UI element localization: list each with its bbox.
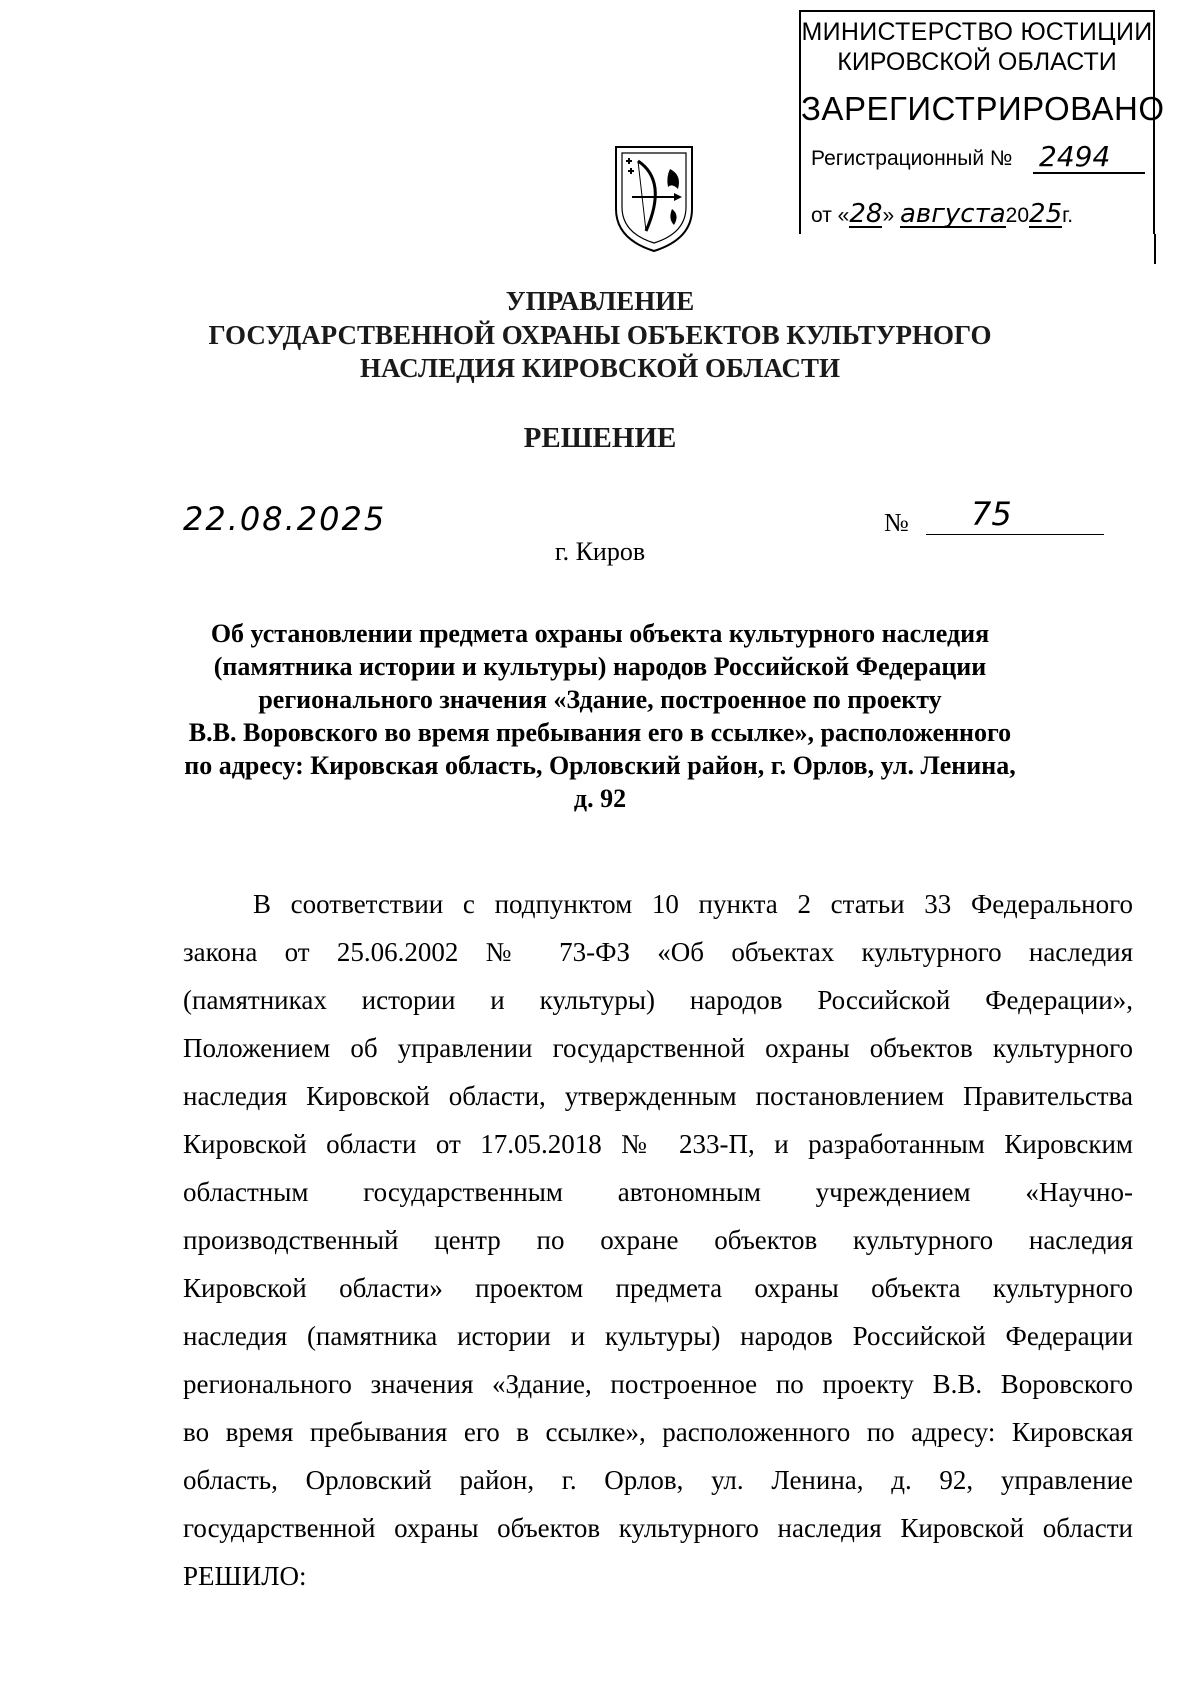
document-body bbox=[183, 880, 1133, 1600]
body-line: во время пребывания его в ссылке», расположенного по адресу: Кировская bbox=[183, 1417, 1133, 1447]
document-title bbox=[150, 617, 1050, 815]
body-line: закона от 25.06.2002 № 73-ФЗ «Об объектах культурного наследия bbox=[183, 937, 1133, 967]
body-line: Положением об управлении государственной охраны объектов культурного bbox=[183, 1033, 1133, 1063]
body-line: наследия Кировской области, утвержденным постановлением Правительства bbox=[183, 1081, 1133, 1111]
body-line: Кировской области от 17.05.2018 № 233-П, и разработанным Кировским bbox=[183, 1129, 1133, 1159]
heading-line-2: ГОСУДАРСТВЕННОЙ ОХРАНЫ ОБЪЕКТОВ КУЛЬТУРНОГО bbox=[208, 320, 992, 350]
title-line: В.В. Воровского во время пребывания его в ссылке», расположенного bbox=[188, 718, 1012, 747]
decision-date: 22.08.2025 bbox=[183, 500, 387, 538]
body-line: регионального значения «Здание, построенное по проекту В.В. Воровского bbox=[183, 1369, 1133, 1399]
body-line: областным государственным автономным учреждением «Научно- bbox=[183, 1177, 1133, 1207]
title-line: д. 92 bbox=[573, 784, 627, 813]
body-line: производственный центр по охране объектов культурного наследия bbox=[183, 1225, 1133, 1255]
body-line: область, Орловский район, г. Орлов, ул. Ленина, д. 92, управление bbox=[183, 1465, 1133, 1495]
title-line: по адресу: Кировская область, Орловский район, г. Орлов, ул. Ленина, bbox=[184, 751, 1016, 780]
heading-line-3: НАСЛЕДИЯ КИРОВСКОЙ ОБЛАСТИ bbox=[360, 353, 840, 383]
registration-stamp bbox=[799, 10, 1165, 234]
stamp-date-prefix: от « bbox=[811, 204, 850, 227]
heading-line-1: УПРАВЛЕНИЕ bbox=[505, 286, 695, 316]
body-line: В соответствии с подпунктом 10 пункта 2 статьи 33 Федерального bbox=[253, 889, 1133, 919]
stamp-year-prefix: 20 bbox=[1005, 204, 1030, 227]
stamp-region: КИРОВСКОЙ ОБЛАСТИ bbox=[837, 48, 1117, 76]
stamp-year-suffix: 25 bbox=[1029, 199, 1063, 229]
stamp-reg-number: 2494 bbox=[1033, 142, 1145, 174]
body-line: РЕШИЛО: bbox=[183, 1561, 307, 1591]
number-label: № bbox=[884, 508, 909, 537]
body-line: (памятниках истории и культуры) народов Российской Федерации», bbox=[183, 985, 1133, 1015]
title-line: (памятника истории и культуры) народов Российской Федерации bbox=[213, 652, 987, 681]
decision-title: РЕШЕНИЕ bbox=[523, 422, 677, 454]
stamp-date bbox=[811, 199, 1074, 229]
stamp-ministry: МИНИСТЕРСТВО ЮСТИЦИИ bbox=[801, 18, 1153, 46]
title-line: Об установлении предмета охраны объекта культурного наследия bbox=[210, 619, 990, 648]
decision-number: 75 bbox=[926, 495, 1104, 535]
title-line: регионального значения «Здание, построенное по проекту bbox=[258, 685, 942, 714]
stamp-year-end: г. bbox=[1062, 204, 1074, 227]
city: г. Киров bbox=[554, 537, 646, 566]
stamp-date-day: 28 bbox=[849, 199, 883, 229]
body-line: Кировской области» проектом предмета охраны объекта культурного bbox=[183, 1273, 1133, 1303]
body-line: наследия (памятника истории и культуры) народов Российской Федерации bbox=[183, 1321, 1133, 1351]
coat-of-arms-icon bbox=[612, 143, 696, 255]
stamp-reg-label: Регистрационный № bbox=[811, 147, 1013, 170]
stamp-date-mid: » bbox=[882, 204, 895, 227]
stamp-date-month: августа bbox=[899, 199, 1006, 229]
body-line: государственной охраны объектов культурного наследия Кировской области bbox=[183, 1513, 1133, 1543]
stamp-registered: ЗАРЕГИСТРИРОВАНО bbox=[801, 90, 1165, 127]
